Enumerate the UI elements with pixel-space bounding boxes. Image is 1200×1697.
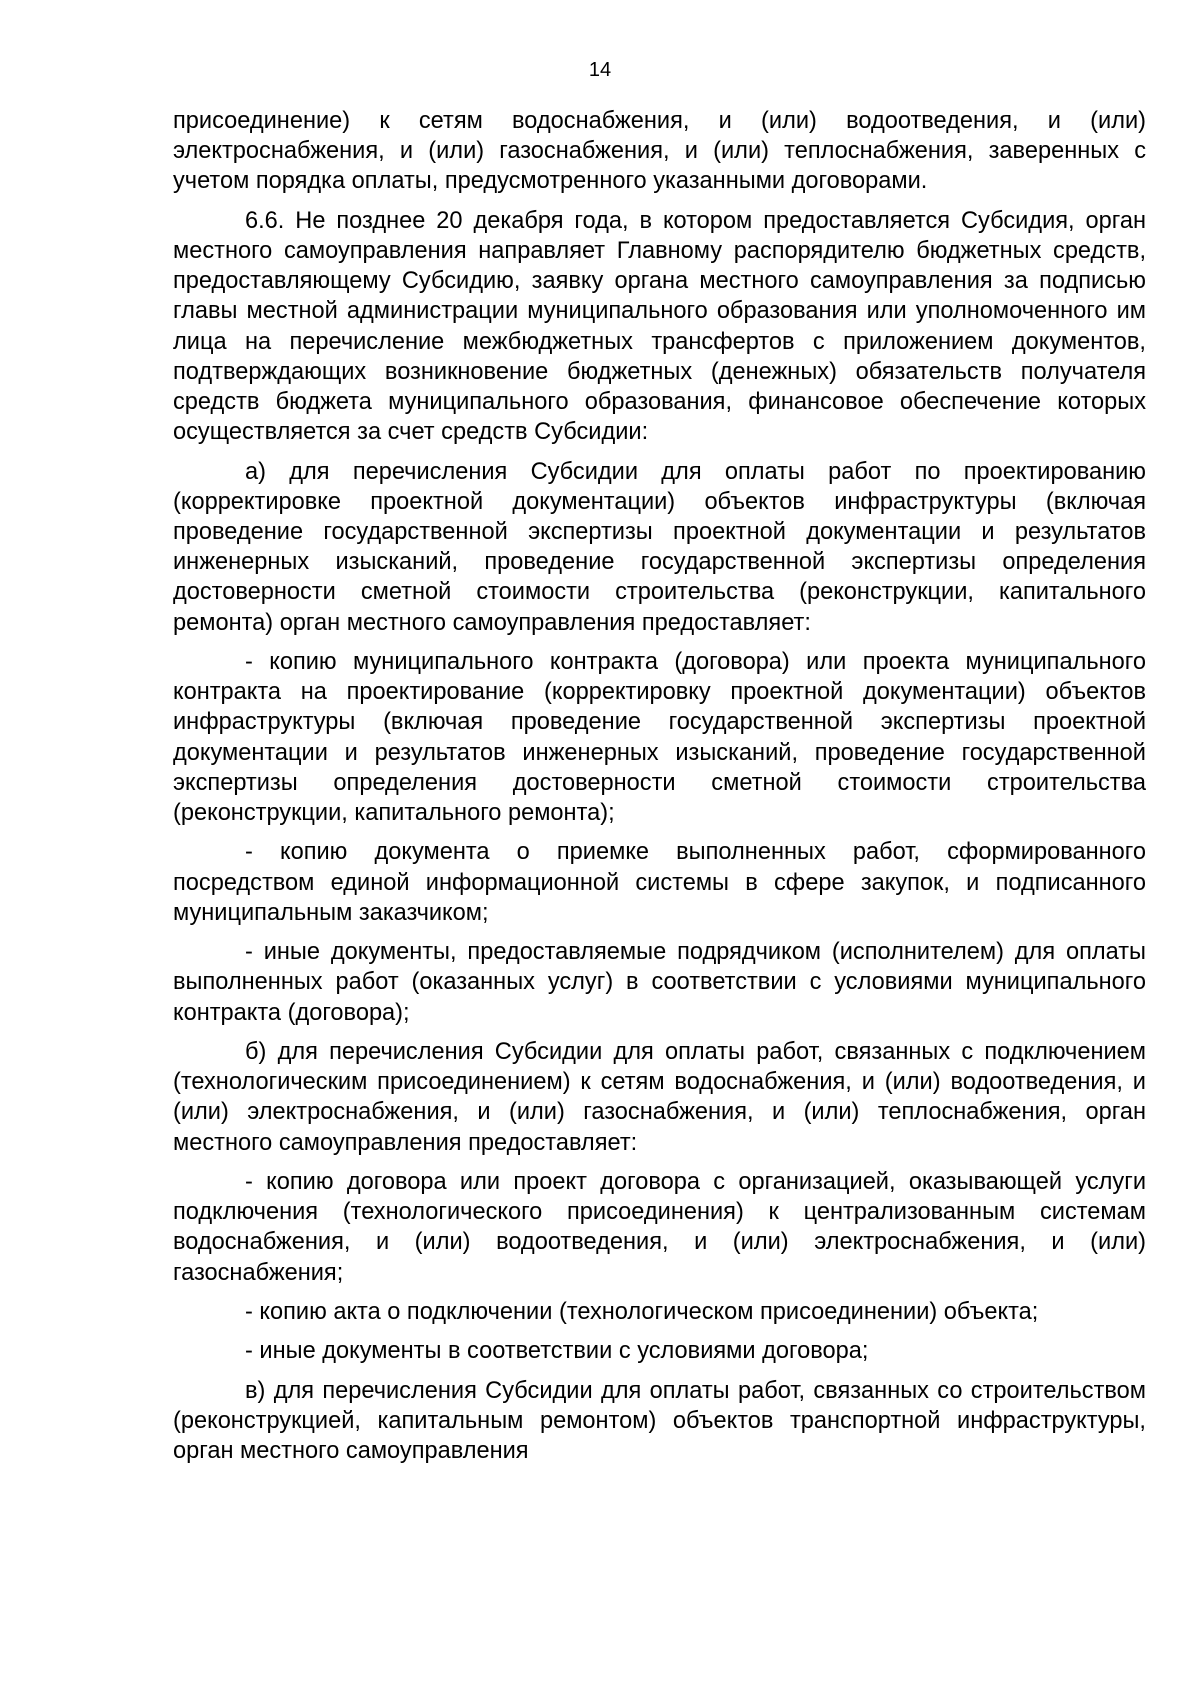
paragraph-item-v: в) для перечисления Субсидии для оплаты работ, связанных со строительством (реконструкцией, капитальным ремонтом) объектов транспортной инфраструктуры, орган местного самоуправления [173, 1377, 1146, 1465]
paragraph-item-b-dash-2: - копию акта о подключении (технологическом присоединении) объекта; [245, 1299, 1039, 1326]
paragraph-item-b-dash-3: - иные документы в соответствии с условиями договора; [245, 1338, 869, 1365]
paragraph-item-a: а) для перечисления Субсидии для оплаты работ по проектированию (корректировке проектной документации) объектов инфраструктуры (включая проведение государственной экспертизы проектной документации и результатов инженерных изысканий, проведение государственной экспертизы определения достоверности сметной стоимости строительства (реконструкции, капитального ремонта) орган местного самоуправления предоставляет: [173, 458, 1146, 636]
document-body [173, 106, 1146, 1466]
paragraph-item-a-dash-3: - иные документы, предоставляемые подрядчиком (исполнителем) для оплаты выполненных работ (оказанных услуг) в соответствии с условиями муниципального контракта (договора); [173, 939, 1146, 1026]
paragraph-item-b-dash-1: - копию договора или проект договора с организацией, оказывающей услуги подключения (технологического присоединения) к централизованным системам водоснабжения, и (или) водоотведения, и (или) электроснабжения, и (или) газоснабжения; [173, 1169, 1146, 1286]
paragraph-item-b: б) для перечисления Субсидии для оплаты работ, связанных с подключением (технологическим присоединением) к сетям водоснабжения, и (или) водоотведения, и (или) электроснабжения, и (или) газоснабжения, и (или) теплоснабжения, орган местного самоуправления предоставляет: [173, 1039, 1146, 1156]
paragraph-item-a-dash-2: - копию документа о приемке выполненных работ, сформированного посредством единой информационной системы в сфере закупок, и подписанного муниципальным заказчиком; [173, 839, 1146, 926]
paragraph-6-6: 6.6. Не позднее 20 декабря года, в котором предоставляется Субсидия, орган местного самоуправления направляет Главному распорядителю бюджетных средств, предоставляющему Субсидию, заявку органа местного самоуправления за подписью главы местной администрации муниципального образования или уполномоченного им лица на перечисление межбюджетных трансфертов с приложением документов, подтверждающих возникновение бюджетных (денежных) обязательств получателя средств бюджета муниципального образования, финансовое обеспечение которых осуществляется за счет средств Субсидии: [173, 207, 1146, 446]
page-number: 14 [588, 59, 612, 81]
paragraph-item-a-dash-1: - копию муниципального контракта (договора) или проекта муниципального контракта на проектирование (корректировку проектной документации) объектов инфраструктуры (включая проведение государственной экспертизы проектной документации и результатов инженерных изысканий, проведение государственной экспертизы определения достоверности сметной стоимости строительства (реконструкции, капитального ремонта); [173, 649, 1146, 827]
paragraph-continuation: присоединение) к сетям водоснабжения, и (или) водоотведения, и (или) электроснабжения, и (или) газоснабжения, и (или) теплоснабжения, заверенных с учетом порядка оплаты, предусмотренного указанными договорами. [173, 108, 1146, 195]
